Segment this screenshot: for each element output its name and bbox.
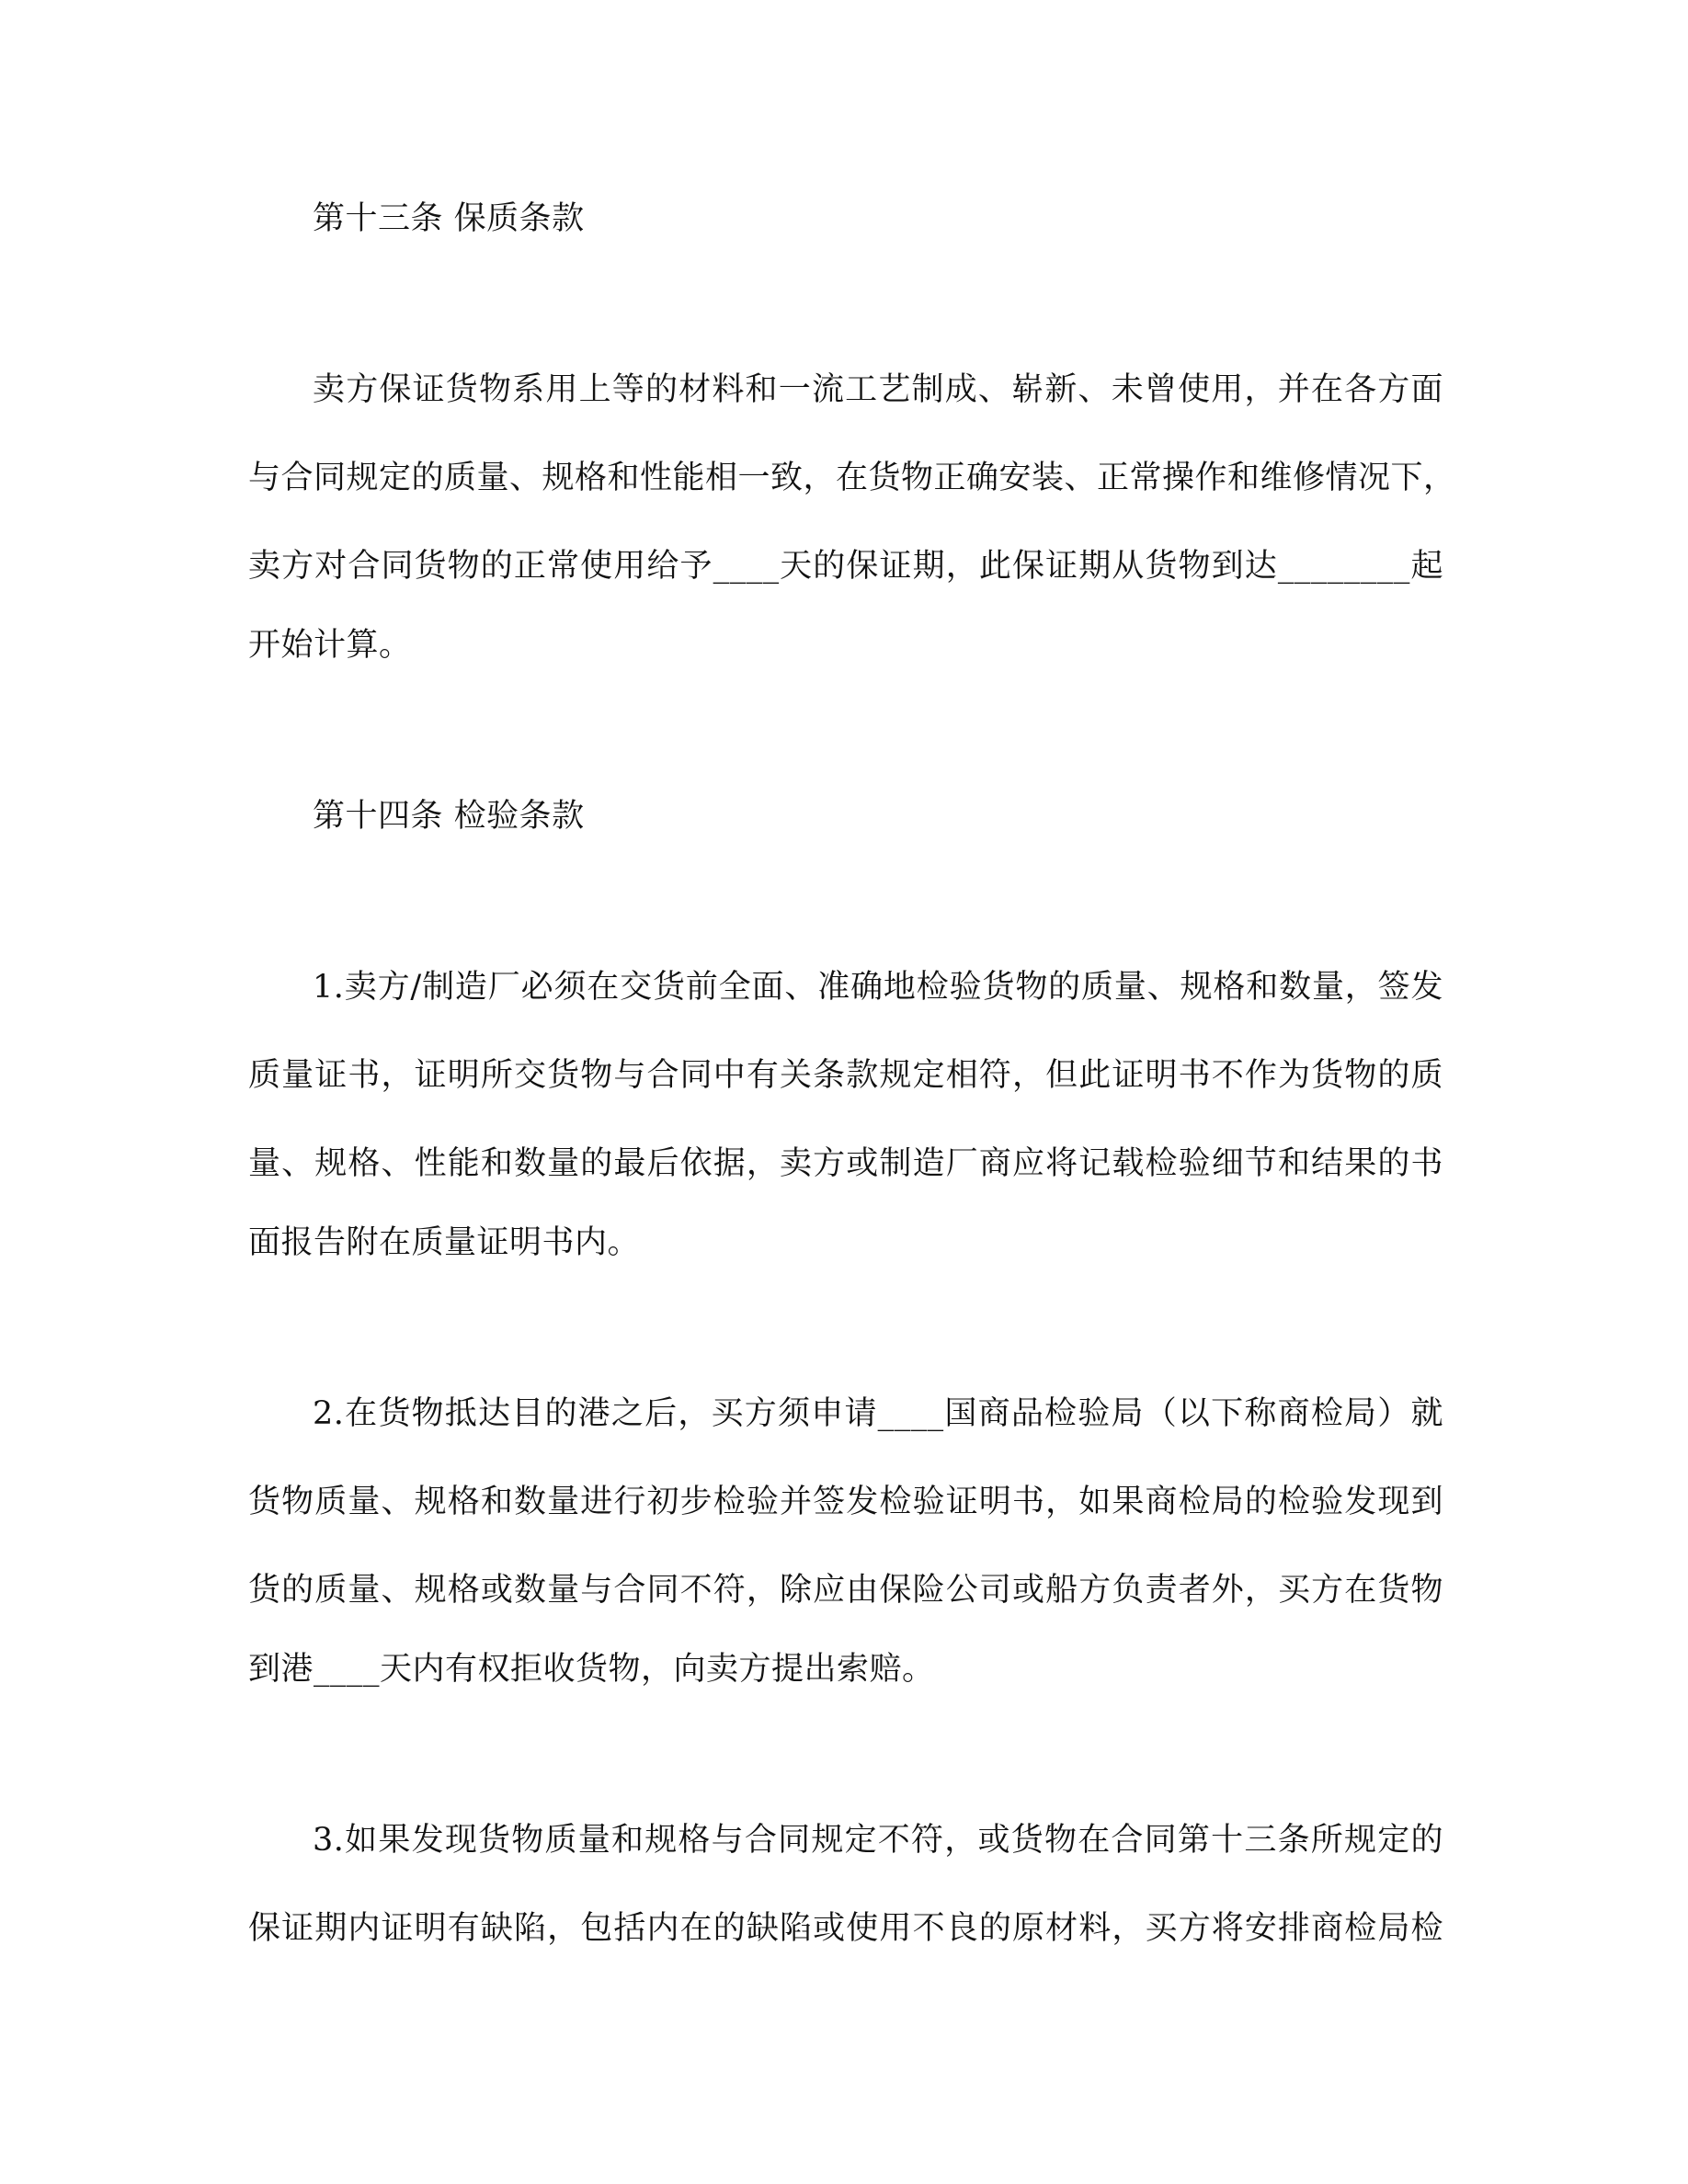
list-item-line: 量、规格、性能和数量的最后依据，卖方或制造厂商应将记载检验细节和结果的书 bbox=[248, 1145, 1443, 1182]
list-item-line: 质量证书，证明所交货物与合同中有关条款规定相符，但此证明书不作为货物的质 bbox=[248, 1057, 1443, 1094]
section-heading-14: 第十四条 检验条款 bbox=[313, 798, 585, 835]
list-item-line: 3.如果发现货物质量和规格与合同规定不符，或货物在合同第十三条所规定的 bbox=[313, 1822, 1443, 1859]
list-item-line: 货物质量、规格和数量进行初步检验并签发检验证明书，如果商检局的检验发现到 bbox=[248, 1484, 1443, 1520]
list-item-line: 货的质量、规格或数量与合同不符，除应由保险公司或船方负责者外，买方在货物 bbox=[248, 1572, 1443, 1609]
section-heading-13: 第十三条 保质条款 bbox=[313, 200, 585, 237]
list-item-line: 保证期内证明有缺陷，包括内在的缺陷或使用不良的原材料，买方将安排商检局检 bbox=[248, 1910, 1443, 1947]
list-item-line: 到港____天内有权拒收货物，向卖方提出索赔。 bbox=[248, 1651, 935, 1688]
list-item-line: 面报告附在质量证明书内。 bbox=[248, 1224, 641, 1261]
list-item-line: 2.在货物抵达目的港之后，买方须申请____国商品检验局（以下称商检局）就 bbox=[313, 1395, 1443, 1432]
paragraph-line: 卖方对合同货物的正常使用给予____天的保证期，此保证期从货物到达________起 bbox=[248, 548, 1443, 585]
paragraph-line: 卖方保证货物系用上等的材料和一流工艺制成、崭新、未曾使用，并在各方面 bbox=[313, 371, 1443, 408]
paragraph-line: 与合同规定的质量、规格和性能相一致，在货物正确安装、正常操作和维修情况下， bbox=[248, 460, 1456, 496]
list-item-line: 1.卖方/制造厂必须在交货前全面、准确地检验货物的质量、规格和数量，签发 bbox=[313, 969, 1443, 1006]
paragraph-line: 开始计算。 bbox=[248, 627, 412, 664]
